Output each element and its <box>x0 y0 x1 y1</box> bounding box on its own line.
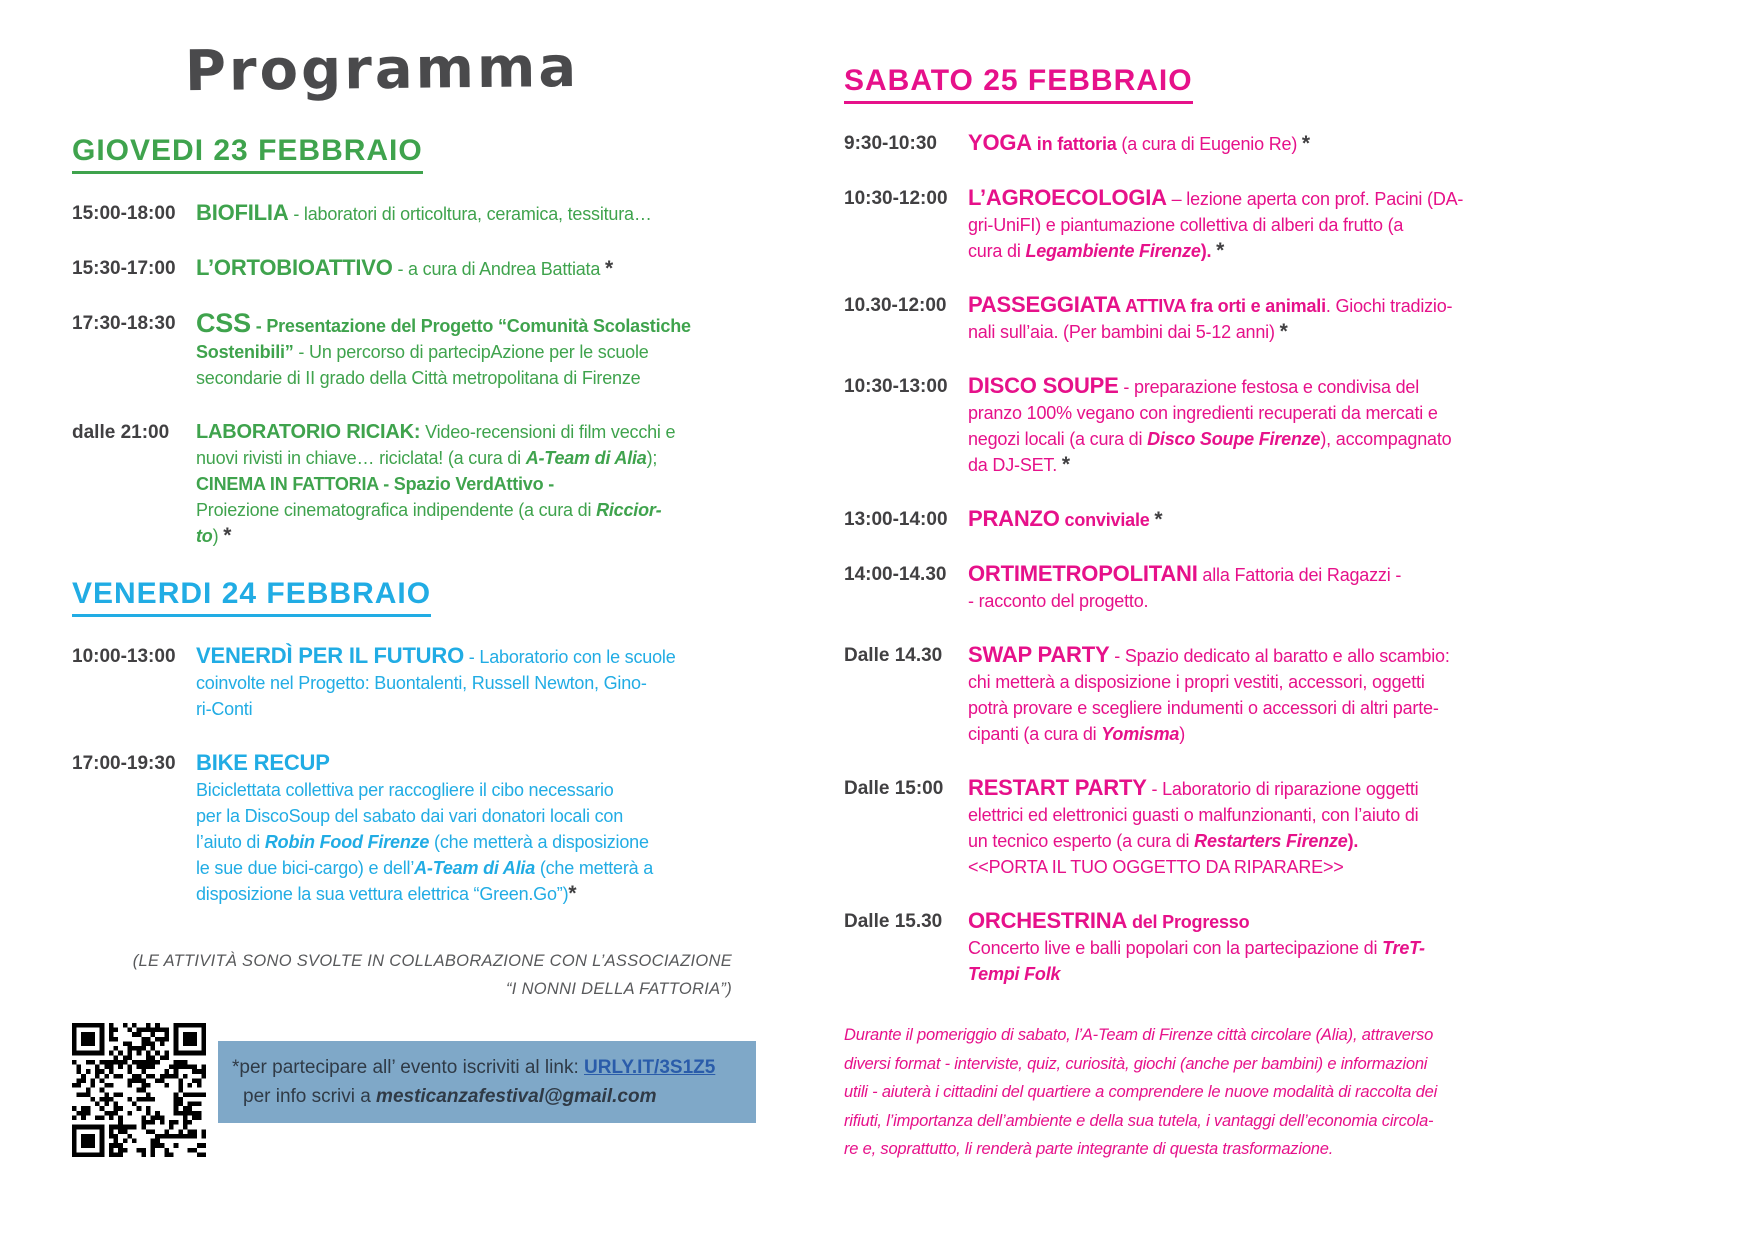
text-segment: del Progresso <box>1127 912 1250 932</box>
text-segment: potrà provare e scegliere indumenti o accessori di altri parte- <box>968 698 1439 718</box>
day-heading-venerdi: VENERDI 24 FEBBRAIO <box>72 577 431 617</box>
event-row <box>72 643 756 722</box>
event-row <box>72 255 756 282</box>
text-segment: alla Fattoria dei Ragazzi - <box>1197 565 1402 585</box>
text-segment: nuovi rivisti in chiave… riciclata! (a cura di <box>196 448 526 468</box>
event-description <box>196 750 756 907</box>
day-section-sabato <box>844 64 1516 987</box>
text-segment: chi metterà a disposizione i propri vestiti, accessori, oggetti <box>968 672 1425 692</box>
text-segment: ri-Conti <box>196 699 253 719</box>
text-segment: L’ORTOBIOATTIVO <box>196 255 393 280</box>
text-segment: (che metterà a disposizione <box>429 832 649 852</box>
event-time: Dalle 15.30 <box>844 911 943 932</box>
asterisk-footnote-marker: * <box>1216 239 1225 262</box>
event-description <box>968 775 1516 880</box>
event-row <box>844 506 1516 533</box>
text-segment: in fattoria <box>1032 134 1117 154</box>
register-line-1 <box>232 1053 738 1082</box>
event-description <box>968 561 1516 614</box>
text-segment: RESTART PARTY <box>968 775 1147 800</box>
event-row <box>844 185 1516 264</box>
text-segment: (a cura di Eugenio Re) <box>1116 134 1302 154</box>
text-segment: LABORATORIO RICIAK: <box>196 421 421 443</box>
asterisk-footnote-marker: * <box>568 882 577 905</box>
event-list <box>72 200 756 549</box>
text-segment: YOGA <box>968 130 1032 155</box>
text-segment: - laboratori di orticoltura, ceramica, tessitura… <box>288 204 652 224</box>
text-segment: CSS <box>196 308 251 338</box>
event-description <box>196 255 756 282</box>
text-segment: elettrici ed elettronici guasti o malfunzionanti, con l’aiuto di <box>968 805 1419 825</box>
text-segment: Proiezione cinematografica indipendente (a cura di <box>196 500 597 520</box>
text-segment: - racconto del progetto. <box>968 591 1149 611</box>
text-segment: l’aiuto di <box>196 832 265 852</box>
text-segment: – lezione aperta con prof. Pacini (DA- <box>1166 189 1464 209</box>
event-row <box>72 200 756 227</box>
event-description <box>968 506 1516 533</box>
register-instructions: *per partecipare all’ evento iscriviti al link: <box>232 1057 585 1078</box>
left-column <box>72 34 756 1180</box>
register-line-2 <box>232 1082 738 1111</box>
text-segment: Restarters Firenze <box>1194 831 1348 851</box>
text-segment: <<PORTA IL TUO OGGETTO DA RIPARARE>> <box>968 857 1344 877</box>
event-time: Dalle 15:00 <box>844 778 944 799</box>
event-time: 10.30-12:00 <box>844 295 947 316</box>
text-segment: PASSEGGIATA <box>968 292 1122 317</box>
text-segment: DISCO SOUPE <box>968 373 1119 398</box>
event-row <box>844 373 1516 478</box>
text-segment: - a cura di Andrea Battiata <box>392 259 605 279</box>
text-segment: - Laboratorio di riparazione oggetti <box>1146 779 1419 799</box>
event-row <box>844 642 1516 747</box>
collaboration-note: (LE ATTIVITÀ SONO SVOLTE IN COLLABORAZIONE CON L’ASSOCIAZIONE “I NONNI DELLA FATTORIA”) <box>132 952 732 998</box>
event-description <box>968 373 1516 478</box>
event-time: 17:30-18:30 <box>72 313 176 334</box>
event-time: 14:00-14.30 <box>844 564 947 585</box>
text-segment: - Spazio dedicato al baratto e allo scambio: <box>1109 646 1450 666</box>
text-segment: PRANZO <box>968 506 1060 531</box>
text-segment: - Laboratorio con le scuole <box>463 647 676 667</box>
event-row <box>844 130 1516 157</box>
text-segment: ORCHESTRINA <box>968 908 1128 933</box>
day-heading-sabato: SABATO 25 FEBBRAIO <box>844 64 1193 104</box>
text-segment: cipanti (a cura di <box>968 724 1102 744</box>
text-segment: BIOFILIA <box>196 200 289 225</box>
asterisk-footnote-marker: * <box>1061 453 1070 476</box>
text-segment: Video-recensioni di film vecchi e <box>420 422 676 442</box>
event-time: 17:00-19:30 <box>72 753 176 774</box>
day-section-venerdi <box>72 577 756 907</box>
saturday-afternoon-note: Durante il pomeriggio di sabato, l’A-Team di Firenze città circolare (Alia), attraverso diversi format - interviste, quiz, curiosità, giochi (anche per bambini) e informazioni utili - aiuterà i cittadini del quartiere a comprendere le nuove modalità di raccolta dei rifiuti, l’importanza dell’ambiente e della sua tutela, i vantaggi dell’economia circola- re e, soprattutto, li renderà parte integrante di questa trasformazione. <box>844 1026 1438 1158</box>
email-address: mesticanzafestival@gmail.com <box>376 1086 657 1107</box>
day-heading-giovedi: GIOVEDI 23 FEBBRAIO <box>72 134 423 174</box>
page-title: Programma <box>184 34 580 105</box>
text-segment: A-Team di Alia <box>525 448 647 468</box>
qr-code <box>72 1023 206 1157</box>
text-segment: - preparazione festosa e condivisa del <box>1118 377 1419 397</box>
text-segment: SWAP PARTY <box>968 642 1110 667</box>
text-segment: disposizione la sua vettura elettrica “Green.Go”) <box>196 884 569 904</box>
event-time: 15:30-17:00 <box>72 258 176 279</box>
asterisk-footnote-marker: * <box>223 524 232 547</box>
text-segment: ). <box>1200 241 1217 261</box>
text-segment: Concerto live e balli popolari con la partecipazione di <box>968 938 1383 958</box>
text-segment: VENERDÌ PER IL FUTURO <box>196 643 464 668</box>
text-segment: pranzo 100% vegano con ingredienti recuperati da mercati e <box>968 403 1438 423</box>
event-row <box>844 908 1516 987</box>
event-description <box>968 642 1516 747</box>
text-segment: (che metterà a <box>535 858 654 878</box>
event-description <box>196 310 756 391</box>
info-instructions: per info scrivi a <box>243 1086 377 1107</box>
asterisk-footnote-marker: * <box>604 257 613 280</box>
text-segment: ); <box>646 448 658 468</box>
event-row <box>72 310 756 391</box>
text-segment: le sue due bici-cargo) e dell’ <box>196 858 415 878</box>
text-segment: ) <box>212 526 224 546</box>
text-segment: Robin Food Firenze <box>264 832 430 852</box>
asterisk-footnote-marker: * <box>1154 508 1163 531</box>
event-time: Dalle 14.30 <box>844 645 943 666</box>
event-description <box>968 185 1516 264</box>
text-segment: Yomisma <box>1101 724 1180 744</box>
text-segment: per la DiscoSoup del sabato dai vari donatori locali con <box>196 806 624 826</box>
text-segment: Disco Soupe Firenze <box>1147 429 1321 449</box>
event-time: 15:00-18:00 <box>72 203 176 224</box>
event-row <box>844 561 1516 614</box>
text-segment: ORTIMETROPOLITANI <box>968 561 1198 586</box>
text-segment: coinvolte nel Progetto: Buontalenti, Russell Newton, Gino- <box>196 673 647 693</box>
event-time: 9:30-10:30 <box>844 133 937 154</box>
text-segment: negozi locali (a cura di <box>968 429 1148 449</box>
text-segment: cura di <box>968 241 1026 261</box>
text-segment: Sostenibili” <box>196 342 299 362</box>
text-segment: to <box>196 526 213 546</box>
event-description <box>196 419 756 549</box>
text-segment: da DJ-SET. <box>968 455 1062 475</box>
register-box <box>218 1041 756 1123</box>
text-segment: - Un percorso di partecipAzione per le scuole <box>298 342 649 362</box>
text-segment: . Giochi tradizio- <box>1325 296 1453 316</box>
event-row <box>72 419 756 549</box>
text-segment: ). <box>1347 831 1359 851</box>
event-row <box>844 292 1516 345</box>
text-segment: - Presentazione del Progetto “Comunità Scolastiche <box>250 316 691 336</box>
event-row <box>72 750 756 907</box>
event-time: 10:30-12:00 <box>844 188 948 209</box>
text-segment: un tecnico esperto (a cura di <box>968 831 1195 851</box>
text-segment: Riccior- <box>596 500 662 520</box>
text-segment: A-Team di Alia <box>414 858 536 878</box>
event-time: dalle 21:00 <box>72 422 170 443</box>
signup-link[interactable]: URLY.IT/3S1Z5 <box>584 1057 716 1078</box>
event-list <box>72 643 756 907</box>
event-description <box>968 908 1516 987</box>
day-section-giovedi <box>72 134 756 549</box>
asterisk-footnote-marker: * <box>1279 320 1288 343</box>
event-list <box>844 130 1516 987</box>
text-segment: ) <box>1179 724 1186 744</box>
event-description <box>196 200 756 227</box>
event-time: 10:30-13:00 <box>844 376 948 397</box>
event-time: 13:00-14:00 <box>844 509 948 530</box>
text-segment: CINEMA IN FATTORIA - Spazio VerdAttivo - <box>196 474 555 494</box>
event-description <box>968 292 1516 345</box>
right-column <box>844 38 1516 1180</box>
asterisk-footnote-marker: * <box>1301 132 1310 155</box>
text-segment: nali sull’aia. (Per bambini dai 5-12 anni) <box>968 322 1280 342</box>
text-segment: Biciclettata collettiva per raccogliere il cibo necessario <box>196 780 614 800</box>
registration-footer <box>72 1019 756 1157</box>
text-segment: secondarie di II grado della Città metropolitana di Firenze <box>196 368 641 388</box>
event-description <box>968 130 1516 157</box>
text-segment: BIKE RECUP <box>196 750 330 775</box>
event-row <box>844 775 1516 880</box>
text-segment: ), accompagnato <box>1320 429 1452 449</box>
event-time: 10:00-13:00 <box>72 646 176 667</box>
text-segment: L’AGROECOLOGIA <box>968 185 1167 210</box>
text-segment: gri-UniFI) e piantumazione collettiva di alberi da frutto (a <box>968 215 1404 235</box>
text-segment: ATTIVA fra orti e animali <box>1121 296 1326 316</box>
text-segment: conviviale <box>1059 510 1155 530</box>
text-segment: Tempi Folk <box>968 964 1061 984</box>
text-segment: Legambiente Firenze <box>1025 241 1201 261</box>
text-segment: TreT- <box>1382 938 1425 958</box>
event-description <box>196 643 756 722</box>
